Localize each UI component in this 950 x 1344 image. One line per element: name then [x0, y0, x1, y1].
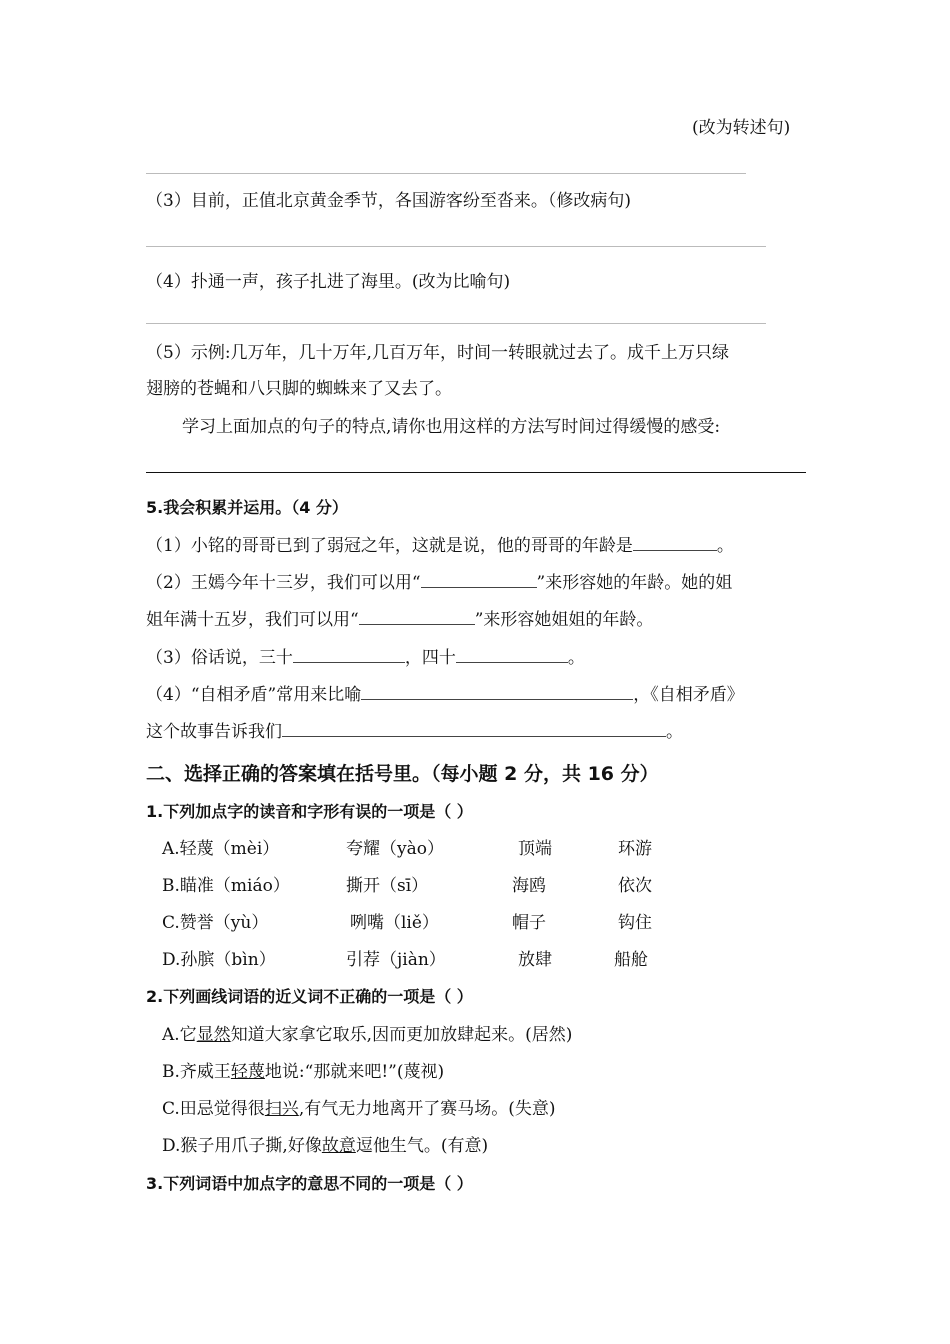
option-text[interactable]: B.瞄准（miáo）: [162, 876, 290, 896]
option-text: 依次: [618, 876, 652, 896]
option-text[interactable]: A.轻蔑（mèi）: [162, 839, 280, 859]
option-text: 引荐（jiàn）: [346, 950, 446, 970]
s5-item-2b: 姐年满十五岁，我们可以用“ ”来形容她姐姐的年龄。: [146, 610, 654, 630]
choice-2-option-c[interactable]: C.田忌觉得很扫兴,有气无力地离开了赛马场。(失意): [162, 1099, 556, 1119]
answer-line[interactable]: [146, 472, 806, 473]
question-4: （4）扑通一声，孩子扎进了海里。(改为比喻句): [146, 272, 511, 292]
s5-item-3: （3）俗话说，三十 ，四十 。: [146, 648, 585, 668]
option-text: 放肆: [518, 950, 552, 970]
answer-line[interactable]: [146, 173, 746, 174]
choice-1-title: 1.下列加点字的读音和字形有误的一项是（ ）: [146, 802, 473, 821]
fill-blank[interactable]: [633, 534, 717, 551]
s5-item-4a: （4）“自相矛盾”常用来比喻 ，《自相矛盾》: [146, 685, 744, 705]
answer-line[interactable]: [146, 323, 766, 324]
option-text: 顶端: [518, 839, 552, 859]
option-text: 帽子: [512, 913, 546, 933]
choice-2-option-a[interactable]: A.它显然知道大家拿它取乐,因而更加放肆起来。(居然): [162, 1025, 573, 1045]
option-text: 海鸥: [512, 876, 546, 896]
fill-blank[interactable]: [293, 646, 405, 663]
choice-2-title: 2.下列画线词语的近义词不正确的一项是（ ）: [146, 987, 473, 1006]
question-5-line2: 翅膀的苍蝇和八只脚的蜘蛛来了又去了。: [146, 379, 452, 399]
s5-item-1: （1）小铭的哥哥已到了弱冠之年，这就是说，他的哥哥的年龄是 。: [146, 536, 734, 556]
fill-blank[interactable]: [361, 683, 633, 700]
fill-blank[interactable]: [282, 720, 666, 737]
option-text: 钩住: [618, 913, 652, 933]
choice-2-option-d[interactable]: D.猴子用爪子撕,好像故意逗他生气。(有意): [162, 1136, 489, 1156]
fill-blank[interactable]: [359, 608, 475, 625]
question-5-prompt: 学习上面加点的句子的特点,请你也用这样的方法写时间过得缓慢的感受:: [182, 417, 721, 437]
option-text[interactable]: D.孙膑（bìn）: [162, 950, 276, 970]
section-5-title: 5.我会积累并运用。（4 分）: [146, 498, 348, 517]
question-5-line1: （5）示例:几万年，几十万年,几百万年，时间一转眼就过去了。成千上万只绿: [146, 343, 729, 363]
fill-blank[interactable]: [456, 646, 568, 663]
choice-3-title: 3.下列词语中加点字的意思不同的一项是（ ）: [146, 1174, 473, 1193]
question-3: （3）目前，正值北京黄金季节，各国游客纷至沓来。（修改病句): [146, 191, 631, 211]
s5-item-2a: （2）王嫣今年十三岁，我们可以用“ ”来形容她的年龄。她的姐: [146, 573, 733, 593]
choice-2-option-b[interactable]: B.齐威王轻蔑地说:“那就来吧!”(蔑视): [162, 1062, 445, 1082]
option-text[interactable]: C.赞誉（yù）: [162, 913, 269, 933]
part-2-title: 二、选择正确的答案填在括号里。（每小题 2 分，共 16 分）: [146, 763, 659, 785]
option-text: 环游: [618, 839, 652, 859]
rewrite-instruction: (改为转述句): [692, 118, 791, 138]
option-text: 撕开（sī）: [346, 876, 429, 896]
option-text: 咧嘴（liě）: [350, 913, 439, 933]
option-text: 船舱: [614, 950, 648, 970]
fill-blank[interactable]: [421, 571, 537, 588]
answer-line[interactable]: [146, 246, 766, 247]
s5-item-4b: 这个故事告诉我们 。: [146, 722, 683, 742]
option-text: 夸耀（yào）: [346, 839, 444, 859]
